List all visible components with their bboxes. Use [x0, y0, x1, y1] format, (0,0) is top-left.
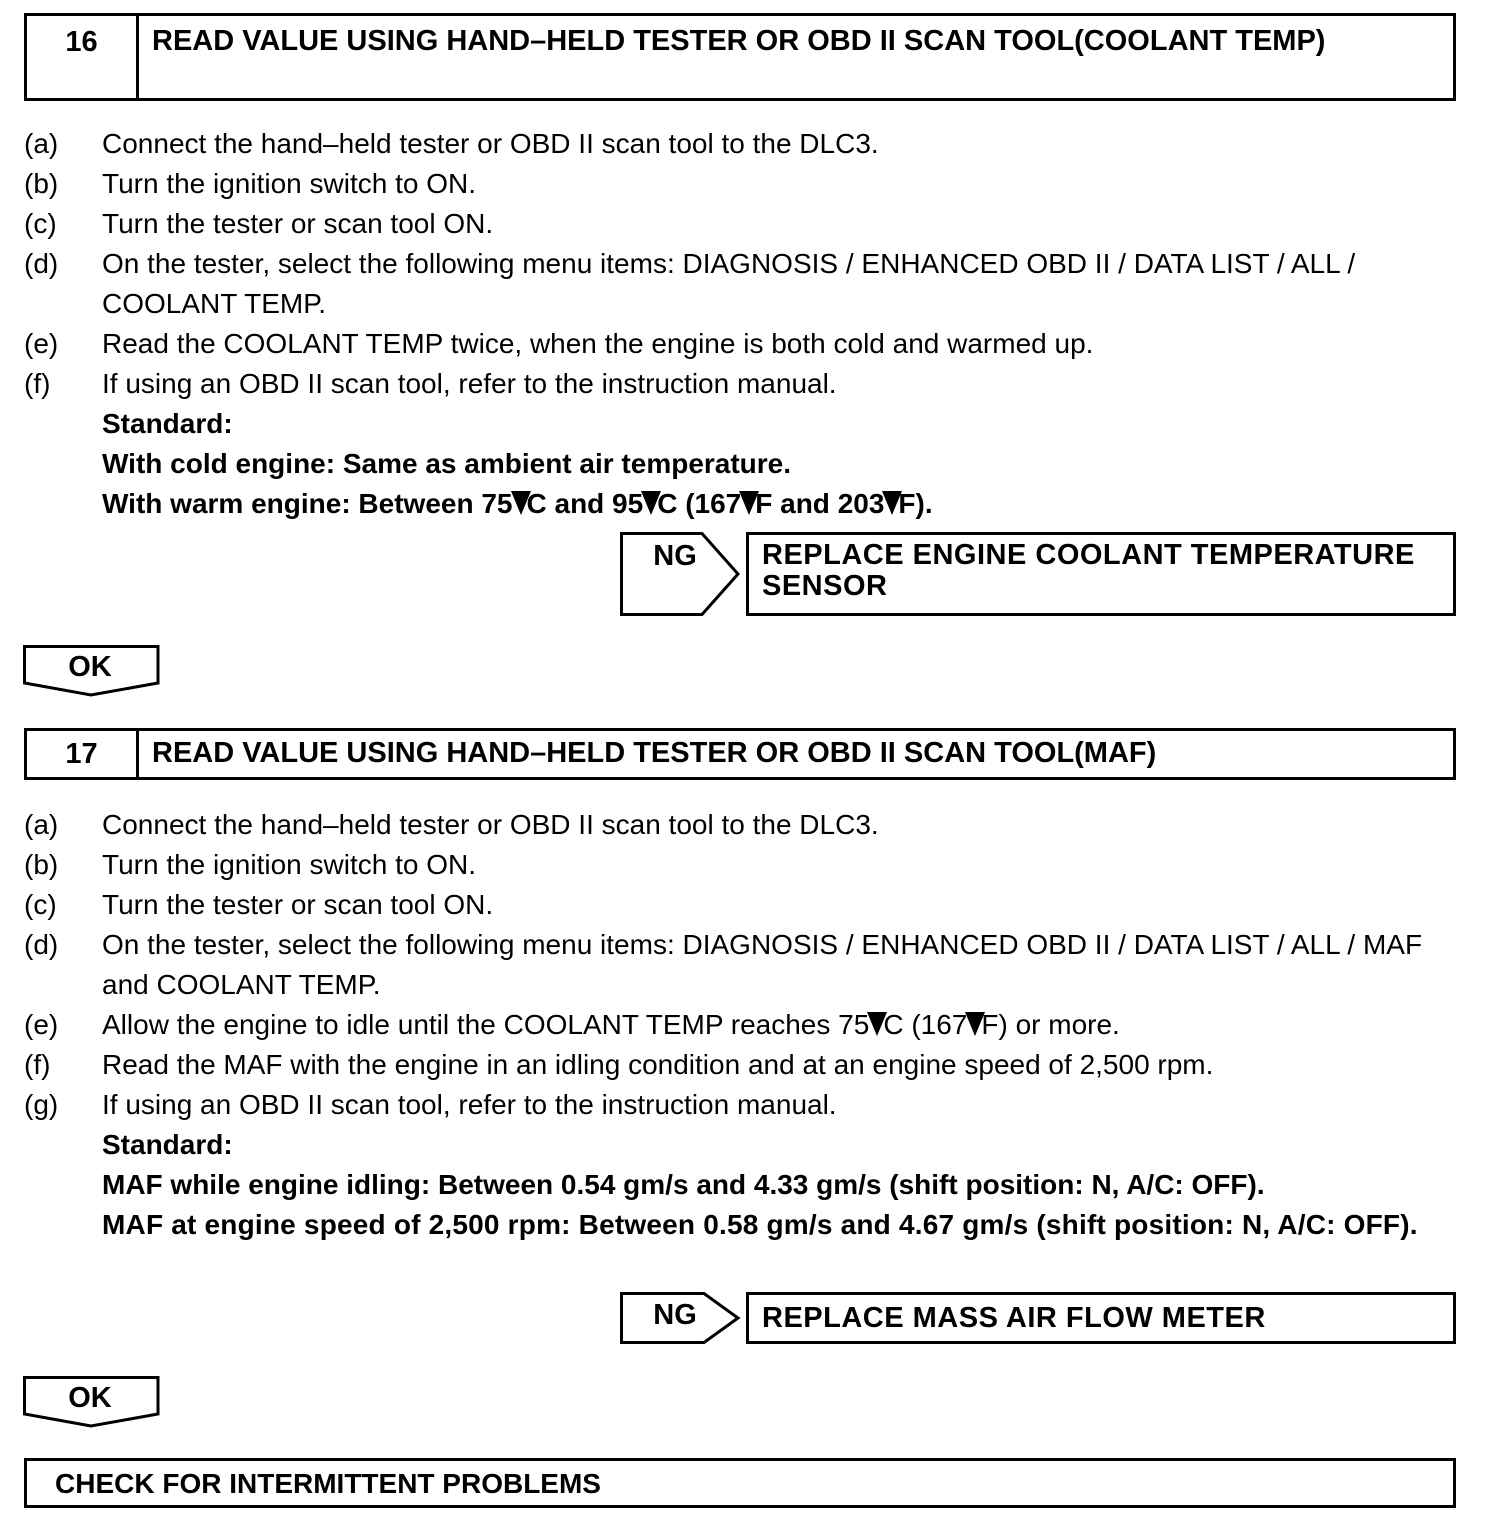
item-label: (f) [24, 368, 51, 399]
step-number: 16 [27, 16, 139, 98]
list-item [24, 124, 1464, 164]
item-label: (b) [24, 168, 59, 199]
ng-result: REPLACE MASS AIR FLOW METER [746, 1292, 1456, 1344]
item-text: Connect the hand–held tester or OBD II scan tool to the DLC3. [102, 809, 879, 840]
item-text: If using an OBD II scan tool, refer to the instruction manual. [102, 1089, 837, 1120]
list-item [24, 1005, 1464, 1045]
standard-label: Standard: [102, 1129, 233, 1160]
item-text: Turn the tester or scan tool ON. [102, 208, 494, 239]
step-16-procedure [24, 124, 1464, 524]
step-number: 17 [27, 731, 139, 777]
item-label: (f) [24, 1049, 51, 1080]
step-17-header [24, 728, 1456, 780]
item-text: Turn the tester or scan tool ON. [102, 889, 494, 920]
step-title: READ VALUE USING HAND–HELD TESTER OR OBD II SCAN TOOL(MAF) [152, 737, 1157, 769]
standard-cold: With cold engine: Same as ambient air temperature. [102, 448, 792, 479]
step-17-procedure [24, 805, 1464, 1245]
list-item [24, 244, 1464, 324]
list-item [24, 845, 1464, 885]
list-item [24, 885, 1464, 925]
list-item [24, 805, 1464, 845]
ng-result: REPLACE ENGINE COOLANT TEMPERATURE SENSOR [746, 532, 1456, 616]
list-item [24, 204, 1464, 244]
ok-label: OK [68, 1382, 112, 1414]
step-16-header [24, 13, 1456, 101]
list-item [24, 1085, 1464, 1125]
item-label: (e) [24, 328, 59, 359]
item-label: (c) [24, 208, 57, 239]
item-label: (b) [24, 849, 59, 880]
item-text: On the tester, select the following menu items: DIAGNOSIS / ENHANCED OBD II / DATA LIST / ALL / COOLANT TEMP. [102, 248, 1356, 319]
final-step-box [24, 1458, 1456, 1508]
list-item [24, 164, 1464, 204]
ok-branch [23, 645, 161, 697]
ok-branch [23, 1376, 161, 1428]
item-label: (d) [24, 929, 59, 960]
list-item [24, 1045, 1464, 1085]
standard-warm: With warm engine: Between 75 C and 95 C (167 F and 203 F). [102, 488, 933, 519]
final-step-title: CHECK FOR INTERMITTENT PROBLEMS [55, 1468, 601, 1499]
item-text: Turn the ignition switch to ON. [102, 849, 477, 880]
item-text: Connect the hand–held tester or OBD II scan tool to the DLC3. [102, 128, 879, 159]
item-text: Read the COOLANT TEMP twice, when the engine is both cold and warmed up. [102, 328, 1094, 359]
item-text: Turn the ignition switch to ON. [102, 168, 477, 199]
ng-label: NG [653, 1299, 697, 1331]
item-label: (g) [24, 1089, 59, 1120]
standard-idle: MAF while engine idling: Between 0.54 gm/s and 4.33 gm/s (shift position: N, A/C: OFF). [102, 1169, 1265, 1200]
ng-label: NG [653, 540, 697, 572]
list-item [24, 364, 1464, 404]
standard-label: Standard: [102, 408, 233, 439]
list-item [24, 324, 1464, 364]
ng-branch [620, 532, 1460, 616]
item-label: (a) [24, 128, 59, 159]
item-text: Read the MAF with the engine in an idling condition and at an engine speed of 2,500 rpm. [102, 1049, 1214, 1080]
item-label: (d) [24, 248, 59, 279]
step-title: READ VALUE USING HAND–HELD TESTER OR OBD II SCAN TOOL(COOLANT TEMP) [152, 25, 1326, 57]
item-text: If using an OBD II scan tool, refer to the instruction manual. [102, 368, 837, 399]
ng-branch [620, 1292, 1460, 1344]
item-label: (a) [24, 809, 59, 840]
item-text: On the tester, select the following menu items: DIAGNOSIS / ENHANCED OBD II / DATA LIST / ALL / MAF and COOLANT TEMP. [102, 929, 1423, 1000]
item-text: Allow the engine to idle until the COOLANT TEMP reaches 75 C (167 F) or more. [102, 1009, 1120, 1040]
item-label: (e) [24, 1009, 59, 1040]
item-label: (c) [24, 889, 57, 920]
ok-label: OK [68, 651, 112, 683]
list-item [24, 925, 1464, 1005]
standard-2500: MAF at engine speed of 2,500 rpm: Between 0.58 gm/s and 4.67 gm/s (shift position: N, A/C: OFF). [102, 1209, 1418, 1240]
